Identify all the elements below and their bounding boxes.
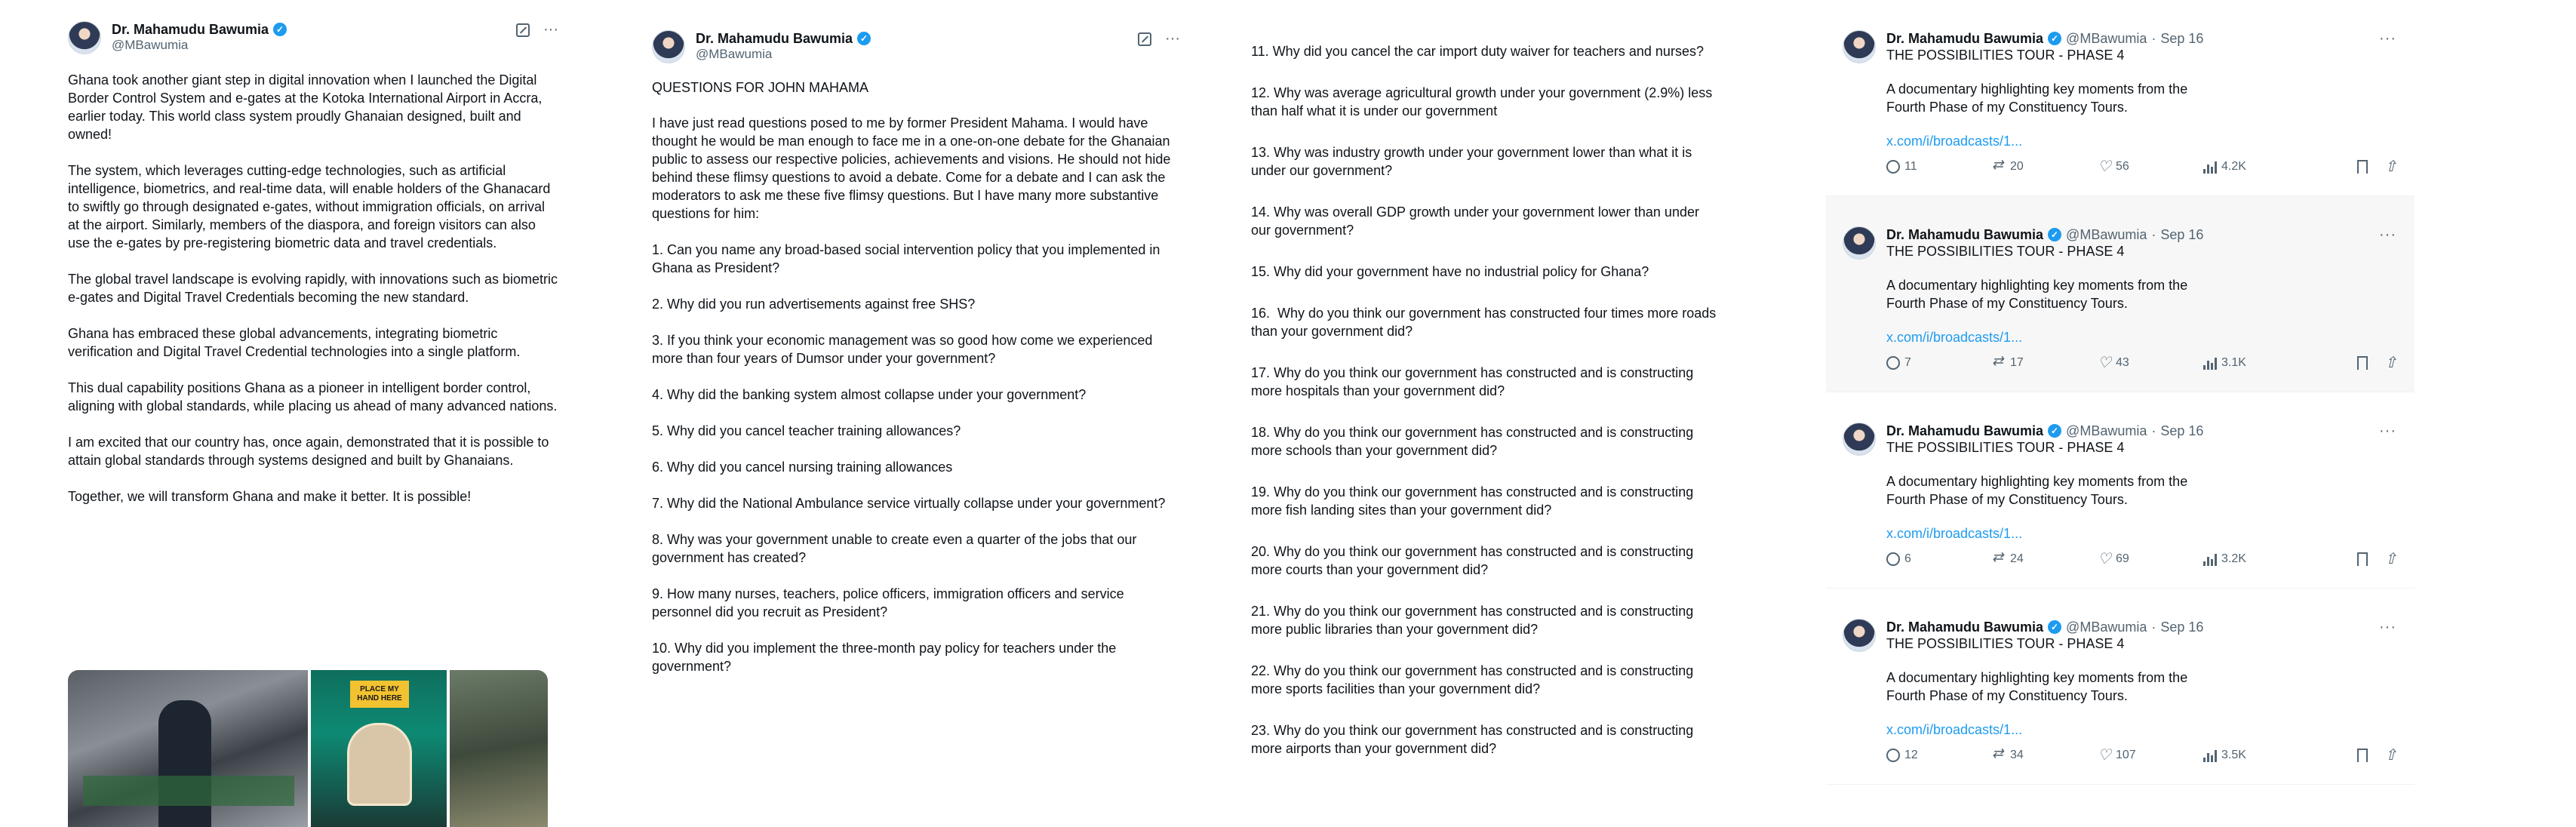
verified-icon: ✓ xyxy=(857,32,871,45)
separator: · xyxy=(2151,423,2156,438)
author-handle[interactable]: @MBawumia xyxy=(2066,31,2147,46)
question-item: 19. Why do you think our government has constructed and is constructing more fish landing sites than your government did? xyxy=(1251,484,1698,518)
broadcast-link[interactable]: x.com/i/broadcasts/1... xyxy=(1886,134,2023,149)
like-count: 43 xyxy=(2116,356,2129,369)
share-icon[interactable] xyxy=(2384,552,2398,566)
author-handle[interactable]: @MBawumia xyxy=(112,38,189,52)
more-icon[interactable]: ··· xyxy=(2379,226,2396,243)
like-icon xyxy=(2098,356,2111,370)
question-item: 17. Why do you think our government has constructed and is constructing more hospitals than your government did? xyxy=(1251,365,1698,398)
question-item: 7. Why did the National Ambulance service virtually collapse under your government? xyxy=(652,496,1166,511)
post-body xyxy=(1251,42,1719,781)
views-count: 3.1K xyxy=(2221,356,2246,369)
reply-button[interactable] xyxy=(1886,749,1992,762)
post-paragraph: I have just read questions posed to me by former President Mahama. I would have thought he would be man enough to face me in a one-on-one debate for the Ghanaian public to assess our respective policies, achievements and visions. He should not hide behind these flimsy questions to avoid a debate. Come for a debate and I can ask the moderators to ask me these five flimsy questions. But I have many more substantive questions for him: xyxy=(652,115,1175,221)
avatar[interactable] xyxy=(1843,226,1876,260)
question-item: 1. Can you name any broad-based social intervention policy that you implemented in Ghana as President? xyxy=(652,242,1164,275)
author-name[interactable]: Dr. Mahamudu Bawumia xyxy=(1886,423,2044,438)
author-name-text: Dr. Mahamudu Bawumia xyxy=(112,22,269,37)
repost-count: 24 xyxy=(2010,552,2024,565)
repost-icon xyxy=(1992,160,2006,174)
tweet-date[interactable]: Sep 16 xyxy=(2160,227,2204,242)
repost-button[interactable] xyxy=(1992,160,2098,174)
question-item: 10. Why did you implement the three-month pay policy for teachers under the government? xyxy=(652,641,1120,674)
bookmark-icon[interactable] xyxy=(2357,552,2368,566)
tweet-date[interactable]: Sep 16 xyxy=(2160,423,2204,438)
question-item: 4. Why did the banking system almost collapse under your government? xyxy=(652,387,1087,402)
more-icon[interactable]: ··· xyxy=(2379,30,2396,47)
post-panel-questions-continued xyxy=(1222,0,1796,827)
more-icon[interactable]: ··· xyxy=(2379,619,2396,635)
repost-button[interactable] xyxy=(1992,552,2098,566)
reply-button[interactable] xyxy=(1886,356,1992,370)
post-header xyxy=(68,21,558,54)
photo-egate-visit[interactable] xyxy=(68,670,308,827)
question-item: 20. Why do you think our government has constructed and is constructing more courts than your government did? xyxy=(1251,544,1698,577)
avatar[interactable] xyxy=(652,30,685,63)
post-body xyxy=(652,114,1180,675)
question-item: 18. Why do you think our government has constructed and is constructing more schools than your government did? xyxy=(1251,425,1698,458)
reply-count: 12 xyxy=(1904,749,1918,761)
repost-icon xyxy=(1992,749,2006,762)
like-icon xyxy=(2098,160,2111,174)
question-item: 9. How many nurses, teachers, police officers, immigration officers and service personnel did you recruit as President? xyxy=(652,586,1128,619)
timeline-tweet[interactable] xyxy=(1826,196,2415,392)
bookmark-icon[interactable] xyxy=(2357,160,2368,174)
tweet-actions xyxy=(1886,160,2398,174)
like-button[interactable] xyxy=(2098,356,2203,370)
post-paragraph: Ghana has embraced these global advancements, integrating biometric verification and Digital Travel Credential technologies into a single platform. xyxy=(68,326,521,359)
bookmark-icon[interactable] xyxy=(2357,749,2368,762)
reply-button[interactable] xyxy=(1886,552,1992,566)
avatar[interactable] xyxy=(68,21,101,54)
timeline-tweet[interactable] xyxy=(1826,0,2415,196)
photo-hand-scanner[interactable] xyxy=(311,670,447,827)
repost-count: 17 xyxy=(2010,356,2024,369)
reply-count: 6 xyxy=(1904,552,1911,565)
question-item: 6. Why did you cancel nursing training allowances xyxy=(652,460,953,475)
verified-icon: ✓ xyxy=(273,23,287,36)
views-button[interactable] xyxy=(2203,552,2309,566)
post-title: QUESTIONS FOR JOHN MAHAMA xyxy=(652,80,869,95)
repost-icon xyxy=(1992,552,2006,566)
post-paragraph: The global travel landscape is evolving rapidly, with innovations such as biometric e-gates and Digital Travel Credentials becoming the new standard. xyxy=(68,272,562,305)
question-item: 16. Why do you think our government has constructed four times more roads than your government did? xyxy=(1251,306,1720,339)
question-item: 15. Why did your government have no industrial policy for Ghana? xyxy=(1251,264,1649,279)
question-item: 13. Why was industry growth under your government lower than what it is under our government? xyxy=(1251,145,1696,178)
verified-icon: ✓ xyxy=(2048,228,2061,241)
like-count: 56 xyxy=(2116,160,2129,173)
post-panel-questions xyxy=(604,0,1222,827)
tweet-title: THE POSSIBILITIES TOUR - PHASE 4 xyxy=(1886,244,2125,259)
grok-icon[interactable] xyxy=(516,23,530,37)
more-icon[interactable]: ··· xyxy=(1165,30,1180,47)
repost-button[interactable] xyxy=(1992,749,2098,762)
views-icon xyxy=(2203,160,2217,174)
author-name[interactable] xyxy=(696,30,871,47)
separator: · xyxy=(2151,619,2156,635)
like-button[interactable] xyxy=(2098,160,2203,174)
timeline-panel xyxy=(1796,0,2576,827)
views-icon xyxy=(2203,749,2217,762)
like-icon xyxy=(2098,552,2111,566)
tweet-description: A documentary highlighting key moments from the Fourth Phase of my Constituency Tours. xyxy=(1886,670,2188,703)
reply-icon xyxy=(1886,552,1900,566)
more-icon[interactable]: ··· xyxy=(543,21,558,38)
share-icon[interactable] xyxy=(2384,160,2398,174)
reply-icon xyxy=(1886,160,1900,174)
post-paragraph: Ghana took another giant step in digital innovation when I launched the Digital Border Control System and e-gates at the Kotoka International Airport in Accra, earlier today. This world class system proudly Ghanaian designed, built and owned! xyxy=(68,72,546,142)
broadcast-link[interactable]: x.com/i/broadcasts/1... xyxy=(1886,526,2023,541)
verified-icon: ✓ xyxy=(2048,424,2061,438)
tweet-actions xyxy=(1886,552,2398,566)
verified-icon: ✓ xyxy=(2048,32,2061,45)
bookmark-icon[interactable] xyxy=(2357,356,2368,370)
post-panel-digital-border xyxy=(0,0,604,827)
like-count: 69 xyxy=(2116,552,2129,565)
author-name[interactable]: Dr. Mahamudu Bawumia xyxy=(1886,31,2044,46)
repost-count: 20 xyxy=(2010,160,2024,173)
like-icon xyxy=(2098,749,2111,762)
post-header xyxy=(652,30,1180,63)
question-item: 14. Why was overall GDP growth under your government lower than under our government? xyxy=(1251,204,1703,238)
tweet-description: A documentary highlighting key moments from the Fourth Phase of my Constituency Tours. xyxy=(1886,81,2188,115)
post-paragraph: The system, which leverages cutting-edge technologies, such as artificial intelligence, biometrics, and real-time data, will enable holders of the Ghanacard to swiftly go through designated e-gates, without immigration officials, on arrival at the airport. Similarly, members of the diaspora, and foreign visitors can also use the e-gates by pre-registering biometric data and travel credentials. xyxy=(68,163,555,251)
question-item: 8. Why was your government unable to create even a quarter of the jobs that our government has created? xyxy=(652,532,1141,565)
reply-count: 11 xyxy=(1904,160,1917,173)
reply-count: 7 xyxy=(1904,356,1911,369)
timeline-tweet[interactable] xyxy=(1826,392,2415,589)
post-media-photos[interactable] xyxy=(68,670,548,827)
question-item: 22. Why do you think our government has constructed and is constructing more sports facilities than your government did? xyxy=(1251,663,1698,696)
tweet-title: THE POSSIBILITIES TOUR - PHASE 4 xyxy=(1886,440,2125,455)
repost-count: 34 xyxy=(2010,749,2024,761)
share-icon[interactable] xyxy=(2384,749,2398,762)
question-item: 3. If you think your economic management was so good how come we experienced more than four years of Dumsor under your government? xyxy=(652,333,1157,366)
separator: · xyxy=(2151,227,2156,242)
question-item: 12. Why was average agricultural growth under your government (2.9%) less than half what it is under our government xyxy=(1251,85,1717,118)
question-item: 23. Why do you think our government has constructed and is constructing more airports than your government did? xyxy=(1251,723,1698,756)
tweet-actions xyxy=(1886,749,2398,762)
tweet-title: THE POSSIBILITIES TOUR - PHASE 4 xyxy=(1886,48,2125,63)
author-name[interactable]: Dr. Mahamudu Bawumia xyxy=(1886,619,2044,635)
tweet-actions xyxy=(1886,356,2398,370)
question-item: 5. Why did you cancel teacher training allowances? xyxy=(652,423,961,438)
tweet-title: THE POSSIBILITIES TOUR - PHASE 4 xyxy=(1886,636,2125,651)
share-icon[interactable] xyxy=(2384,356,2398,370)
repost-button[interactable] xyxy=(1992,356,2098,370)
reply-button[interactable] xyxy=(1886,160,1992,174)
tweet-date[interactable]: Sep 16 xyxy=(2160,31,2204,46)
post-paragraph: I am excited that our country has, once again, demonstrated that it is possible to attain global standards through systems designed and built by Ghanaians. xyxy=(68,435,553,468)
author-handle[interactable]: @MBawumia xyxy=(2066,619,2147,635)
views-icon xyxy=(2203,356,2217,370)
tweet-date[interactable]: Sep 16 xyxy=(2160,619,2204,635)
like-button[interactable] xyxy=(2098,749,2203,762)
question-item: 2. Why did you run advertisements against free SHS? xyxy=(652,297,976,312)
timeline-tweet[interactable] xyxy=(1826,589,2415,785)
broadcast-link[interactable]: x.com/i/broadcasts/1... xyxy=(1886,330,2023,345)
like-count: 107 xyxy=(2116,749,2136,761)
views-button[interactable] xyxy=(2203,356,2309,370)
question-item: 21. Why do you think our government has constructed and is constructing more public libraries than your government did? xyxy=(1251,604,1698,637)
scanner-sign: PLACE MY HAND HERE xyxy=(350,681,409,708)
photo-crowd[interactable] xyxy=(450,670,548,827)
views-count: 3.5K xyxy=(2221,749,2246,761)
author-name[interactable]: Dr. Mahamudu Bawumia xyxy=(1886,227,2044,242)
author-name[interactable] xyxy=(112,21,287,38)
author-handle[interactable]: @MBawumia xyxy=(2066,423,2147,438)
post-body xyxy=(68,71,562,506)
broadcast-link[interactable]: x.com/i/broadcasts/1... xyxy=(1886,722,2023,737)
views-icon xyxy=(2203,552,2217,566)
separator: · xyxy=(2151,31,2156,46)
post-paragraph: Together, we will transform Ghana and make it better. It is possible! xyxy=(68,489,472,504)
reply-icon xyxy=(1886,749,1900,762)
verified-icon: ✓ xyxy=(2048,620,2061,634)
more-icon[interactable]: ··· xyxy=(2379,423,2396,439)
tweet-description: A documentary highlighting key moments from the Fourth Phase of my Constituency Tours. xyxy=(1886,278,2188,311)
avatar[interactable] xyxy=(1843,30,1876,63)
author-handle[interactable]: @MBawumia xyxy=(2066,227,2147,242)
reply-icon xyxy=(1886,356,1900,370)
author-name-text: Dr. Mahamudu Bawumia xyxy=(696,31,853,46)
post-paragraph: This dual capability positions Ghana as a pioneer in intelligent border control, aligning with global standards, while placing us ahead of many advanced nations. xyxy=(68,380,558,414)
question-item: 11. Why did you cancel the car import duty waiver for teachers and nurses? xyxy=(1251,44,1704,59)
repost-icon xyxy=(1992,356,2006,370)
like-button[interactable] xyxy=(2098,552,2203,566)
author-handle[interactable]: @MBawumia xyxy=(696,47,773,61)
hand-icon xyxy=(347,723,412,806)
views-button[interactable] xyxy=(2203,160,2309,174)
grok-icon[interactable] xyxy=(1138,32,1151,46)
tweet-description: A documentary highlighting key moments from the Fourth Phase of my Constituency Tours. xyxy=(1886,474,2188,507)
views-count: 3.2K xyxy=(2221,552,2246,565)
views-count: 4.2K xyxy=(2221,160,2246,173)
avatar[interactable] xyxy=(1843,619,1876,652)
avatar[interactable] xyxy=(1843,423,1876,456)
views-button[interactable] xyxy=(2203,749,2309,762)
